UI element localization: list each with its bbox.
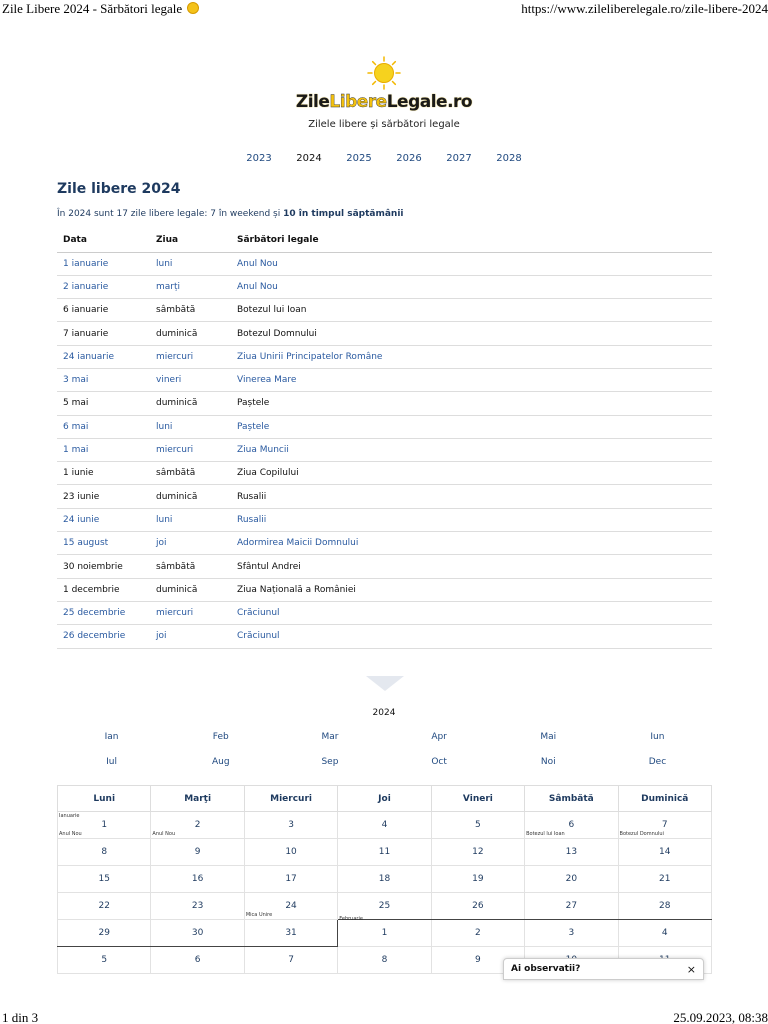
holiday-date[interactable]: 26 decembrie xyxy=(57,625,150,648)
holiday-day[interactable]: joi xyxy=(150,625,231,648)
holiday-day[interactable]: miercuri xyxy=(150,438,231,461)
calendar-day[interactable] xyxy=(431,839,524,866)
calendar-day[interactable] xyxy=(431,920,524,947)
calendar-day[interactable] xyxy=(618,893,711,920)
calendar-day[interactable] xyxy=(525,866,618,893)
holiday-row xyxy=(57,345,712,368)
print-footer-page: 1 din 3 xyxy=(2,1010,39,1024)
holiday-day[interactable]: vineri xyxy=(150,368,231,391)
holiday-row xyxy=(57,275,712,298)
holiday-tag: Mica Unire xyxy=(245,912,273,918)
day-number: 26 xyxy=(472,901,484,911)
print-header-url: https://www.zileliberelegale.ro/zile-libere-2024 xyxy=(521,1,768,16)
holiday-row xyxy=(57,532,712,555)
day-number: 4 xyxy=(661,928,668,938)
holiday-day[interactable]: miercuri xyxy=(150,601,231,624)
calendar-day[interactable] xyxy=(244,812,337,839)
month-link-mar[interactable]: Mar xyxy=(321,732,339,742)
holiday-row xyxy=(57,299,712,322)
calendar-week xyxy=(58,812,712,839)
feedback-label: Ai observatii? xyxy=(511,964,581,974)
holiday-day: duminică xyxy=(150,485,231,508)
calendar-day[interactable] xyxy=(151,893,244,920)
day-number: 24 xyxy=(285,901,297,911)
day-number: 1 xyxy=(381,928,388,938)
holiday-date[interactable]: 15 august xyxy=(57,532,150,555)
holiday-date[interactable]: 3 mai xyxy=(57,368,150,391)
day-number: 27 xyxy=(565,901,578,911)
holiday-day[interactable]: miercuri xyxy=(150,345,231,368)
holiday-row xyxy=(57,415,712,438)
holiday-name: Sfântul Andrei xyxy=(231,555,712,578)
day-number: 8 xyxy=(101,847,108,857)
calendar-day[interactable] xyxy=(525,920,618,947)
month-row xyxy=(57,757,712,782)
day-number: 13 xyxy=(565,847,578,857)
day-number: 21 xyxy=(659,874,671,884)
calendar-day[interactable] xyxy=(618,920,711,947)
holiday-date[interactable]: 6 mai xyxy=(57,415,150,438)
holiday-row xyxy=(57,392,712,415)
site-logo[interactable] xyxy=(0,92,768,112)
holiday-name[interactable]: Adormirea Maicii Domnului xyxy=(231,532,712,555)
scroll-down-arrow-icon[interactable] xyxy=(366,676,404,691)
calendar-week xyxy=(58,920,712,947)
holiday-name[interactable]: Ziua Unirii Principatelor Române xyxy=(231,345,712,368)
month-link-ian[interactable]: Ian xyxy=(104,732,119,742)
year-nav xyxy=(0,153,768,164)
weekday-header: Marţi xyxy=(151,786,244,812)
month-link-feb[interactable]: Feb xyxy=(212,732,229,742)
calendar-day[interactable] xyxy=(338,866,431,893)
day-number: 16 xyxy=(191,874,204,884)
calendar-day[interactable] xyxy=(618,812,711,839)
holiday-day[interactable]: luni xyxy=(150,252,231,275)
calendar-day[interactable] xyxy=(244,866,337,893)
calendar-day[interactable] xyxy=(244,947,337,974)
holiday-day[interactable]: luni xyxy=(150,508,231,531)
holiday-row xyxy=(57,625,712,648)
month-link-aug[interactable]: Aug xyxy=(211,757,230,767)
calendar-day[interactable] xyxy=(151,920,244,947)
day-number: 7 xyxy=(288,955,294,965)
day-number: 4 xyxy=(381,820,388,830)
day-number: 9 xyxy=(194,847,201,857)
holiday-date: 7 ianuarie xyxy=(57,322,150,345)
feedback-widget[interactable] xyxy=(503,958,704,980)
holidays-header-row xyxy=(57,229,712,252)
year-link-2025[interactable]: 2025 xyxy=(346,153,372,164)
holiday-name: Botezul Domnului xyxy=(231,322,712,345)
holiday-day[interactable]: marți xyxy=(150,275,231,298)
holiday-name[interactable]: Ziua Muncii xyxy=(231,438,712,461)
close-icon[interactable]: × xyxy=(686,963,696,976)
holiday-name[interactable]: Paștele xyxy=(231,415,712,438)
calendar-week xyxy=(58,839,712,866)
calendar-week xyxy=(58,866,712,893)
holiday-day: duminică xyxy=(150,322,231,345)
day-number: 31 xyxy=(285,928,297,938)
month-link-oct[interactable]: Oct xyxy=(431,757,447,767)
day-number: 17 xyxy=(285,874,297,884)
weekday-header: Duminică xyxy=(618,786,711,812)
calendar-day[interactable] xyxy=(58,866,151,893)
calendar-day[interactable] xyxy=(151,947,244,974)
print-header-title: Zile Libere 2024 - Sărbători legale xyxy=(2,1,199,17)
holidays-table xyxy=(57,229,712,649)
month-link-iul[interactable]: Iul xyxy=(106,757,118,767)
holiday-date: 23 iunie xyxy=(57,485,150,508)
day-number: 8 xyxy=(381,955,388,965)
holiday-name: Rusalii xyxy=(231,485,712,508)
day-number: 3 xyxy=(568,928,575,938)
day-number: 18 xyxy=(378,874,391,884)
calendar-day[interactable] xyxy=(338,839,431,866)
holiday-name[interactable]: Anul Nou xyxy=(231,252,712,275)
weekday-header: Miercuri xyxy=(244,786,337,812)
day-number: 1 xyxy=(101,820,108,830)
holiday-day: sâmbătă xyxy=(150,299,231,322)
holiday-day: duminică xyxy=(150,392,231,415)
holiday-date: 5 mai xyxy=(57,392,150,415)
holiday-row xyxy=(57,322,712,345)
calendar-day[interactable] xyxy=(431,866,524,893)
holiday-name: Ziua Copilului xyxy=(231,462,712,485)
holiday-row xyxy=(57,252,712,275)
holiday-row xyxy=(57,508,712,531)
day-number: 7 xyxy=(661,820,668,830)
month-link-apr[interactable]: Apr xyxy=(431,732,447,742)
year-link-2024[interactable]: 2024 xyxy=(296,153,322,164)
calendar-day[interactable] xyxy=(431,893,524,920)
day-number: 5 xyxy=(101,955,108,965)
logo-part-legale: Legale.ro xyxy=(386,92,473,112)
print-footer-datetime: 25.09.2023, 08:38 xyxy=(673,1010,768,1024)
holiday-date: 1 iunie xyxy=(57,462,150,485)
calendar-day[interactable] xyxy=(338,916,431,947)
sun-icon xyxy=(187,2,199,14)
month-row xyxy=(57,732,712,757)
day-number: 14 xyxy=(659,847,671,857)
day-number: 12 xyxy=(472,847,484,857)
holiday-date: 6 ianuarie xyxy=(57,299,150,322)
logo-part-libere: Libere xyxy=(329,92,387,112)
calendar-day[interactable] xyxy=(58,812,151,839)
holiday-date[interactable]: 24 ianuarie xyxy=(57,345,150,368)
year-link-2028[interactable]: 2028 xyxy=(496,153,522,164)
day-number: 2 xyxy=(194,820,201,830)
holiday-tag: Anul Nou xyxy=(152,831,176,837)
holiday-name[interactable]: Vinerea Mare xyxy=(231,368,712,391)
year-link-2023[interactable]: 2023 xyxy=(246,153,272,164)
holiday-row xyxy=(57,601,712,624)
holiday-name[interactable]: Rusalii xyxy=(231,508,712,531)
day-number: 11 xyxy=(378,847,391,857)
month-links xyxy=(57,732,712,782)
calendar-year: 2024 xyxy=(372,708,396,718)
calendar-day[interactable] xyxy=(244,893,337,920)
day-number: 15 xyxy=(98,874,110,884)
holiday-row xyxy=(57,485,712,508)
calendar-day[interactable] xyxy=(618,866,711,893)
calendar-day[interactable] xyxy=(151,866,244,893)
holiday-day: sâmbătă xyxy=(150,462,231,485)
calendar-day[interactable] xyxy=(431,812,524,839)
holiday-name: Botezul lui Ioan xyxy=(231,299,712,322)
calendar-day[interactable] xyxy=(244,920,337,947)
calendar-grid xyxy=(57,785,712,974)
weekday-header: Joi xyxy=(338,786,431,812)
day-number: 29 xyxy=(98,928,110,938)
calendar-day[interactable] xyxy=(618,839,711,866)
holiday-row xyxy=(57,368,712,391)
page-title: Zile libere 2024 xyxy=(57,181,181,197)
holiday-name[interactable]: Crăciunul xyxy=(231,625,712,648)
holiday-row xyxy=(57,462,712,485)
calendar-day[interactable] xyxy=(525,893,618,920)
calendar-day[interactable] xyxy=(244,839,337,866)
summary-bold: 10 în timpul săptămânii xyxy=(283,209,404,219)
month-link-noi[interactable]: Noi xyxy=(540,757,556,767)
day-number: 22 xyxy=(98,901,110,911)
holiday-date[interactable]: 1 mai xyxy=(57,438,150,461)
header-date: Data xyxy=(57,229,150,252)
calendar-day[interactable] xyxy=(58,947,151,974)
calendar-day[interactable] xyxy=(58,920,151,947)
year-link-2027[interactable]: 2027 xyxy=(446,153,472,164)
calendar-day[interactable] xyxy=(525,839,618,866)
day-number: 28 xyxy=(659,901,671,911)
day-number: 30 xyxy=(191,928,204,938)
month-tag: Ianuarie xyxy=(59,813,80,819)
holiday-row xyxy=(57,438,712,461)
holiday-name: Ziua Națională a României xyxy=(231,578,712,601)
weekday-header: Sâmbătă xyxy=(525,786,618,812)
holiday-day[interactable]: joi xyxy=(150,532,231,555)
holiday-date[interactable]: 1 ianuarie xyxy=(57,252,150,275)
day-number: 6 xyxy=(568,820,575,830)
month-link-dec[interactable]: Dec xyxy=(648,757,667,767)
day-number: 9 xyxy=(475,955,481,965)
sun-logo-icon xyxy=(367,56,401,90)
holiday-date[interactable]: 25 decembrie xyxy=(57,601,150,624)
month-tag: Februarie xyxy=(339,916,363,922)
weekday-header: Vineri xyxy=(431,786,524,812)
calendar-day[interactable] xyxy=(58,839,151,866)
holiday-tag: Botezul Domnului xyxy=(619,831,664,837)
header-day: Ziua xyxy=(150,229,231,252)
holiday-name[interactable]: Anul Nou xyxy=(231,275,712,298)
day-number: 3 xyxy=(288,820,294,830)
calendar-header-row xyxy=(58,786,712,812)
holiday-date[interactable]: 24 iunie xyxy=(57,508,150,531)
month-link-iun[interactable]: Iun xyxy=(650,732,665,742)
holiday-row xyxy=(57,555,712,578)
calendar-day[interactable] xyxy=(151,839,244,866)
holiday-day: duminică xyxy=(150,578,231,601)
year-link-2026[interactable]: 2026 xyxy=(396,153,422,164)
calendar-day[interactable] xyxy=(151,812,244,839)
holiday-tag: Botezul lui Ioan xyxy=(526,831,565,837)
holiday-tag: Anul Nou xyxy=(59,831,82,837)
month-link-mai[interactable]: Mai xyxy=(540,732,557,742)
calendar-day[interactable] xyxy=(525,812,618,839)
holiday-day[interactable]: luni xyxy=(150,415,231,438)
day-number: 19 xyxy=(472,874,484,884)
day-number: 6 xyxy=(194,955,201,965)
holiday-name: Paștele xyxy=(231,392,712,415)
holiday-date: 30 noiembrie xyxy=(57,555,150,578)
month-link-sep[interactable]: Sep xyxy=(321,757,339,767)
day-number: 25 xyxy=(378,901,391,911)
holiday-name[interactable]: Crăciunul xyxy=(231,601,712,624)
site-tagline: Zilele libere și sărbători legale xyxy=(308,119,460,130)
day-number: 5 xyxy=(475,820,481,830)
holiday-row xyxy=(57,578,712,601)
holiday-date: 1 decembrie xyxy=(57,578,150,601)
day-number: 2 xyxy=(475,928,481,938)
weekday-header: Luni xyxy=(58,786,151,812)
day-number: 10 xyxy=(285,847,297,857)
calendar-week xyxy=(58,893,712,920)
header-holiday: Sărbători legale xyxy=(231,229,712,252)
calendar-day[interactable] xyxy=(338,947,431,974)
calendar-day[interactable] xyxy=(338,812,431,839)
calendar-day[interactable] xyxy=(58,893,151,920)
summary-text: În 2024 sunt 17 zile libere legale: 7 în weekend și 10 în timpul săptămânii xyxy=(57,209,404,219)
holiday-date[interactable]: 2 ianuarie xyxy=(57,275,150,298)
day-number: 23 xyxy=(191,901,204,911)
day-number: 20 xyxy=(565,874,578,884)
logo-part-zile: Zile xyxy=(295,92,330,112)
holiday-day: sâmbătă xyxy=(150,555,231,578)
